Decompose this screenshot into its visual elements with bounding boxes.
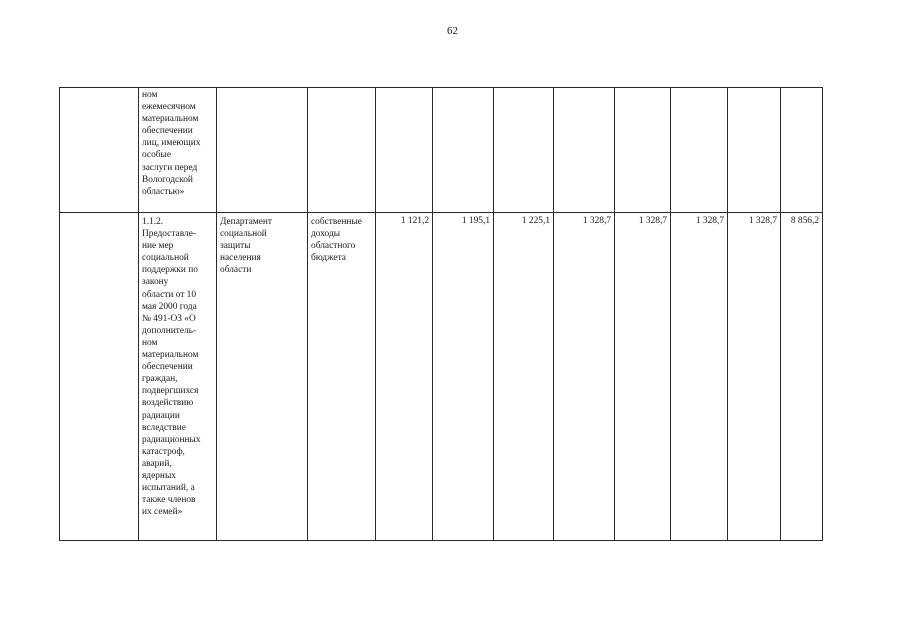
measure-name-cell: 1.1.2. Предоставле- ние мер социальной поддержки по закону области от 10 мая 2000 года № 491-ОЗ «О дополнитель- ном материальном обеспечении граждан, подвергшихся воздействию радиации вследствие радиационных катастроф, аварий, ядерных испытаний, а также членов их семей» [139,213,217,541]
measure-name-cell: ном ежемесячном материальном обеспечении лиц, имеющих особые заслуги перед Вологодской областью» [139,88,217,213]
value-cell: 1 328,7 [615,213,671,541]
total-value-cell: 8 856,2 [781,213,823,541]
executor-cell: Департамент социальной защиты населения области [217,213,308,541]
funding-source-cell [308,88,376,213]
value-cell [376,88,433,213]
row-number-cell [60,88,139,213]
value-cell [671,88,728,213]
value-cell [494,88,554,213]
executor-cell [217,88,308,213]
value-cell: 1 195,1 [433,213,494,541]
value-cell [433,88,494,213]
value-cell: 1 328,7 [554,213,615,541]
funding-source-cell: собственные доходы областного бюджета [308,213,376,541]
row-number-cell [60,213,139,541]
value-cell: 1 328,7 [728,213,781,541]
table-row [60,213,823,541]
value-cell: 1 328,7 [671,213,728,541]
table-row [60,88,823,213]
page-number: 62 [447,25,458,37]
value-cell: 1 225,1 [494,213,554,541]
value-cell [554,88,615,213]
value-cell: 1 121,2 [376,213,433,541]
value-cell [615,88,671,213]
value-cell [728,88,781,213]
total-value-cell [781,88,823,213]
program-table [59,87,823,541]
